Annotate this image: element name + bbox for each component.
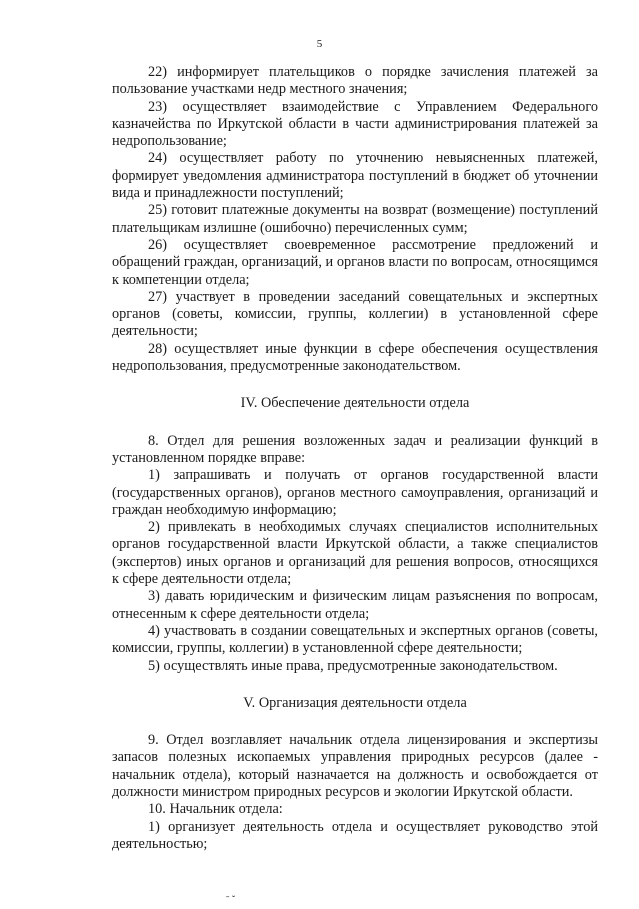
page-number: 5	[316, 38, 323, 50]
clause-8: 8. Отдел для решения возложенных задач и реализации функций в установленном порядке вправе:	[112, 432, 598, 466]
right-5: 5) осуществлять иные права, предусмотренные законодательством.	[148, 657, 558, 674]
section-4-heading: IV. Обеспечение деятельности отдела	[240, 395, 470, 412]
section-5-heading: V. Организация деятельности отдела	[243, 694, 467, 711]
right-4: 4) участвовать в создании совещательных и экспертных органов (советы, комиссии, группы, коллегии) в установленной сфере деятельности;	[112, 622, 598, 657]
item-26: 26) осуществляет своевременное рассмотрение предложений и обращений граждан, организаций, и органов власти по вопросам, относящимся к компетенции отдела;	[112, 236, 598, 288]
item-25: 25) готовит платежные документы на возврат (возмещение) поступлений плательщикам излишне (ошибочно) перечисленных сумм;	[112, 202, 598, 236]
item-27: 27) участвует в проведении заседаний совещательных и экспертных органов (советы, комиссии, группы, коллегии) в установленной сфере деятельности;	[112, 288, 598, 340]
clause-10: 10. Начальник отдела:	[148, 801, 283, 818]
right-2: 2) привлекать в необходимых случаях специалистов исполнительных органов государственной власти Иркутской области, а также специалистов (экспертов) иных органов и организаций для решения вопросов, относящихся к сфере деятельности отдела;	[112, 519, 598, 588]
item-24: 24) осуществляет работу по уточнению невыясненных платежей, формирует уведомления администратора поступлений в бюджет об уточнении вида и принадлежности поступлений;	[112, 150, 598, 202]
stray-mark: ˉ ˇ	[226, 895, 236, 906]
right-1: 1) запрашивать и получать от органов государственной власти (государственных органов), органов местного самоуправления, организаций и граждан необходимую информацию;	[112, 467, 598, 518]
clause-9: 9. Отдел возглавляет начальник отдела лицензирования и экспертизы запасов полезных ископаемых управления природных ресурсов (далее - начальник отдела), который назначается на должность и освобождается от должности министром природных ресурсов и экологии Иркутской области.	[112, 732, 598, 800]
item-22: 22) информирует плательщиков о порядке зачисления платежей за пользование участками недр местного значения;	[112, 64, 598, 98]
clause-10-1: 1) организует деятельность отдела и осуществляет руководство этой деятельностью;	[112, 818, 598, 852]
item-28: 28) осуществляет иные функции в сфере обеспечения осуществления недропользования, предусмотренные законодательством.	[112, 340, 598, 375]
right-3: 3) давать юридическим и физическим лицам разъяснения по вопросам, отнесенным к сфере деятельности отдела;	[112, 588, 598, 622]
item-23: 23) осуществляет взаимодействие с Управлением Федерального казначейства по Иркутской области в части администрирования платежей за недропользование;	[112, 98, 598, 150]
document-body	[112, 64, 598, 853]
